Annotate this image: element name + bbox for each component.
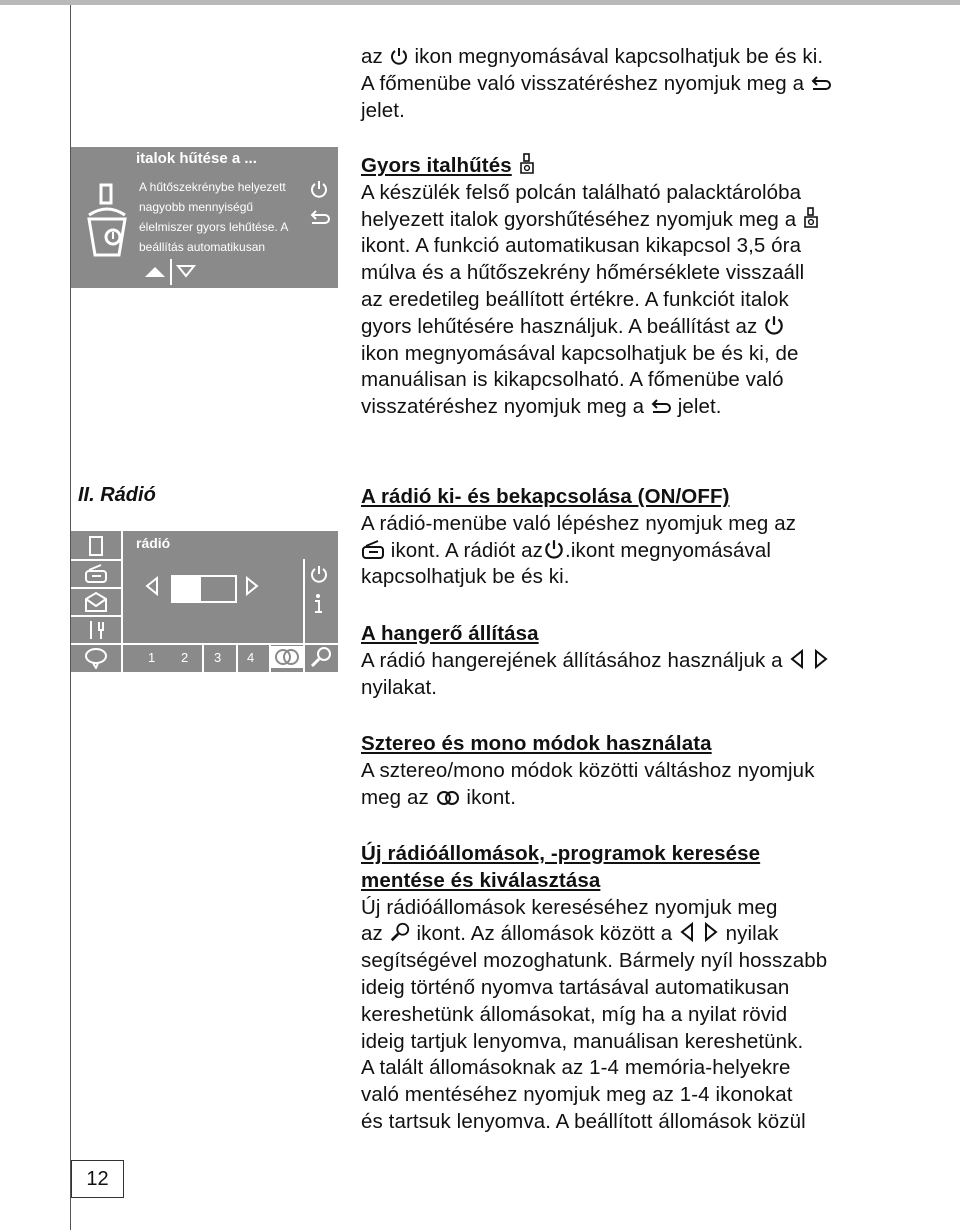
display-title: rádió bbox=[136, 535, 171, 551]
message-icon[interactable] bbox=[84, 591, 108, 613]
left-arrow-icon bbox=[678, 921, 696, 943]
stations-line: Új rádióállomások kereséséhez nyomjuk meg bbox=[361, 895, 778, 919]
intro-line2: A főmenübe való visszatéréshez nyomjuk meg a bbox=[361, 71, 805, 95]
memory-1-button[interactable]: 1 bbox=[148, 650, 156, 665]
display-divider bbox=[236, 645, 238, 672]
volume-fill bbox=[173, 577, 201, 601]
stereo-line: meg az bbox=[361, 785, 429, 809]
display-line: A hűtőszekrénybe helyezett bbox=[139, 180, 286, 194]
volume-bar bbox=[171, 575, 237, 603]
display-body bbox=[139, 177, 299, 257]
volume-section bbox=[361, 621, 951, 701]
display-divider bbox=[123, 643, 338, 645]
info-icon[interactable] bbox=[311, 593, 325, 615]
intro-line3: jelet. bbox=[361, 98, 405, 122]
stations-line: és tartsuk lenyomva. A beállított állomások közül bbox=[361, 1109, 806, 1133]
fast-cool-line: ikont. A funkció automatikusan kikapcsol 3,5 óra bbox=[361, 234, 802, 258]
fast-cool-line: az eredetileg beállított értékre. A funkciót italok bbox=[361, 287, 789, 311]
stations-title: Új rádióállomások, -programok keresése bbox=[361, 842, 761, 865]
stations-line: az bbox=[361, 922, 383, 946]
stations-title: mentése és kiválasztása bbox=[361, 868, 601, 892]
stereo-line: A sztereo/mono módok közötti váltáshoz nyomjuk bbox=[361, 758, 815, 782]
radio-onoff-line: A rádió-menübe való lépéshez nyomjuk meg az bbox=[361, 511, 797, 535]
stations-line: ikont. Az állomások között a bbox=[416, 922, 673, 946]
bottle-icon bbox=[518, 153, 536, 175]
stations-line: való mentéséhez nyomjuk meg az 1-4 ikonokat bbox=[361, 1083, 793, 1107]
display-back-icon[interactable] bbox=[309, 209, 331, 227]
search-icon[interactable] bbox=[309, 646, 333, 668]
radio-onoff-section bbox=[361, 484, 951, 591]
stations-line: A talált állomásoknak az 1-4 memória-helyekre bbox=[361, 1056, 791, 1080]
fast-cool-title: Gyors italhűtés bbox=[361, 154, 512, 177]
display-title: italok hűtése a ... bbox=[136, 150, 257, 167]
fast-cool-section bbox=[361, 153, 951, 421]
power-icon bbox=[543, 538, 565, 560]
radio-sidebar bbox=[71, 531, 123, 672]
page-number bbox=[71, 1160, 124, 1198]
radio-icon bbox=[361, 540, 385, 560]
memory-4-button[interactable]: 4 bbox=[247, 650, 255, 665]
radio-onoff-line: kapcsolhatjuk be és ki. bbox=[361, 565, 570, 589]
intro-line1-a: az bbox=[361, 45, 383, 68]
fast-cool-line: helyezett italok gyorshűtéséhez nyomjuk meg a bbox=[361, 207, 797, 231]
radio-onoff-title: A rádió ki- és bekapcsolása (ON/OFF) bbox=[361, 485, 730, 508]
display-power-icon[interactable] bbox=[309, 179, 329, 199]
down-arrow-icon[interactable] bbox=[175, 261, 197, 281]
memory-3-button[interactable]: 3 bbox=[214, 650, 222, 665]
section-title: II. Rádió bbox=[78, 484, 156, 506]
stereo-section bbox=[361, 731, 951, 811]
back-icon bbox=[810, 75, 832, 93]
bottle-bucket-icon bbox=[83, 181, 131, 259]
stereo-line: ikont. bbox=[466, 785, 517, 809]
volume-line: A rádió hangerejének állításához használjuk a bbox=[361, 648, 783, 672]
radio-onoff-line: .ikont megnyomásával bbox=[565, 538, 771, 562]
display-divider bbox=[202, 645, 204, 672]
left-arrow-icon[interactable] bbox=[143, 575, 161, 597]
stations-section bbox=[361, 841, 951, 1136]
fridge-icon[interactable] bbox=[88, 536, 104, 556]
radio-onoff-line: ikont. A rádiót az bbox=[390, 538, 544, 562]
volume-line: nyilakat. bbox=[361, 675, 438, 699]
fast-cool-line: múlva és a hűtőszekrény hőmérséklete visszaáll bbox=[361, 261, 805, 285]
stations-line: ideig tartjuk lenyomva, manuálisan kereshetünk. bbox=[361, 1029, 804, 1053]
display-line: nagyobb mennyiségű bbox=[139, 200, 254, 214]
display-power-icon[interactable] bbox=[309, 564, 329, 584]
fast-cool-line: manuálisan is kikapcsolható. A főmenübe való bbox=[361, 368, 784, 392]
search-icon bbox=[389, 921, 411, 943]
stations-line: ideig történő nyomva tartásával automatikusan bbox=[361, 975, 790, 999]
up-arrow-icon[interactable] bbox=[143, 261, 167, 281]
stations-line: nyilak bbox=[725, 922, 779, 946]
power-icon bbox=[763, 314, 785, 336]
bottle-icon bbox=[802, 207, 820, 229]
right-arrow-icon bbox=[812, 648, 830, 670]
fast-cool-line: jelet. bbox=[677, 395, 722, 419]
intro-text bbox=[361, 44, 951, 124]
radio-display bbox=[71, 531, 338, 672]
stereo-icon bbox=[435, 789, 461, 807]
volume-title: A hangerő állítása bbox=[361, 622, 539, 645]
stations-line: segítségével mozoghatunk. Bármely nyíl hosszabb bbox=[361, 949, 828, 973]
power-icon bbox=[389, 46, 409, 66]
radio-icon[interactable] bbox=[84, 564, 108, 584]
fast-cool-display bbox=[71, 147, 338, 288]
display-line: élelmiszer gyors lehűtése. A bbox=[139, 220, 289, 234]
back-icon bbox=[650, 398, 672, 416]
tools-icon[interactable] bbox=[85, 619, 107, 641]
left-arrow-icon bbox=[788, 648, 806, 670]
stereo-icon[interactable] bbox=[271, 646, 303, 668]
fast-cool-line: A készülék felső polcán található palacktárolóba bbox=[361, 180, 802, 204]
stations-line: kereshetünk állomásokat, míg ha a nyilat rövid bbox=[361, 1002, 788, 1026]
fast-cool-line: ikon megnyomásával kapcsolhatjuk be és ki, de bbox=[361, 341, 799, 365]
display-divider bbox=[170, 259, 172, 285]
display-divider bbox=[303, 645, 305, 672]
right-arrow-icon[interactable] bbox=[243, 575, 261, 597]
fast-cool-line: gyors lehűtésére használjuk. A beállítást az bbox=[361, 314, 758, 338]
intro-line1-b: ikon megnyomásával kapcsolhatjuk be és ki. bbox=[414, 45, 824, 68]
page-number-text: 12 bbox=[86, 1167, 109, 1190]
right-arrow-icon bbox=[702, 921, 720, 943]
help-bubble-icon[interactable] bbox=[84, 647, 108, 669]
display-line: beállítás automatikusan bbox=[139, 240, 266, 254]
fast-cool-line: visszatéréshez nyomjuk meg a bbox=[361, 395, 645, 419]
memory-2-button[interactable]: 2 bbox=[181, 650, 189, 665]
stereo-title: Sztereo és mono módok használata bbox=[361, 732, 712, 755]
